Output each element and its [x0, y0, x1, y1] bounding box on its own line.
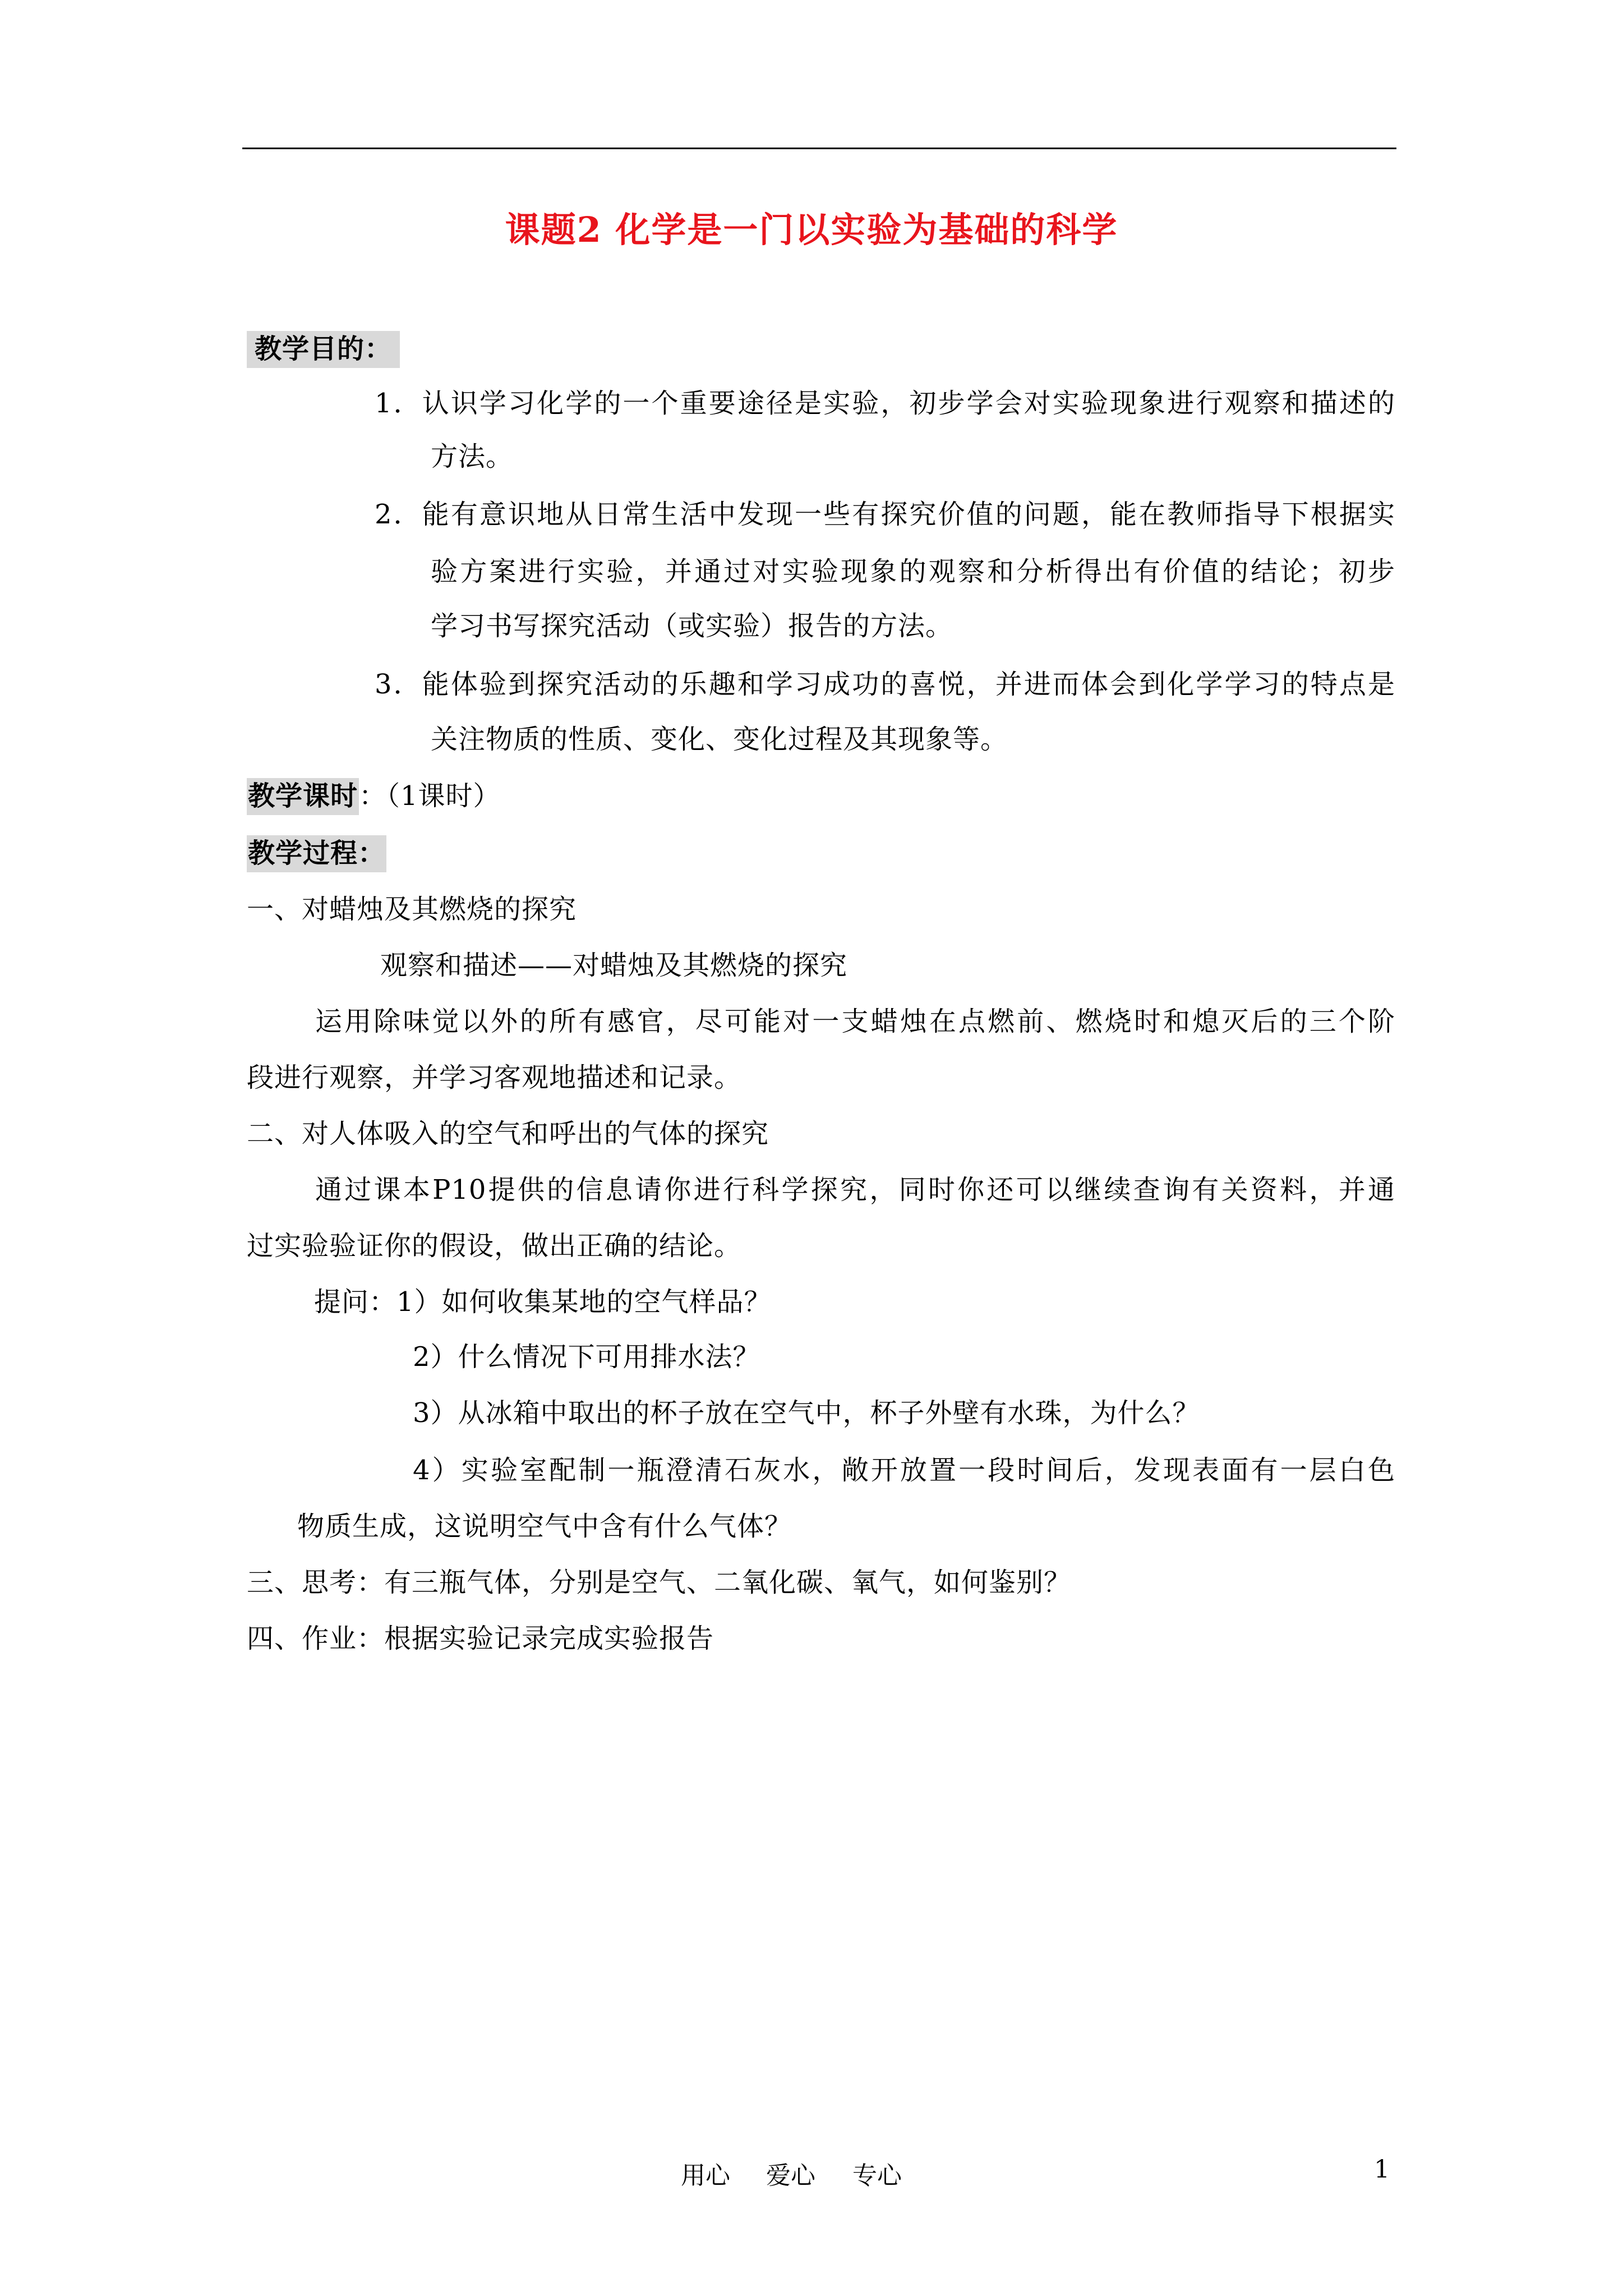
question-1: 提问：1）如何收集某地的空气样品？	[314, 1286, 772, 1318]
section-2-heading: 二、对人体吸入的空气和呼出的气体的探究	[247, 1118, 769, 1149]
footer-motto-3: 专心	[852, 2161, 902, 2190]
question-4-line-1: 4）实验室配制一瓶澄清石灰水，敞开放置一段时间后，发现表面有一层白色	[413, 1455, 1395, 1486]
question-3: 3）从冰箱中取出的杯子放在空气中，杯子外壁有水珠，为什么？	[413, 1397, 1200, 1429]
objective-3-line-2: 关注物质的性质、变化、变化过程及其现象等。	[431, 724, 1008, 755]
objective-2-line-3: 学习书写探究活动（或实验）报告的方法。	[431, 610, 953, 642]
objectives-heading-label: 教学目的：	[247, 331, 400, 368]
section-1-subheading: 观察和描述——对蜡烛及其燃烧的探究	[380, 950, 848, 981]
process-heading-label: 教学过程：	[247, 835, 386, 872]
document-title: 课题2 化学是一门以实验为基础的科学	[505, 209, 1118, 250]
process-heading	[247, 840, 386, 867]
section-4: 四、作业：根据实验记录完成实验报告	[247, 1623, 714, 1654]
objective-3-line-1: 3．能体验到探究活动的乐趣和学习成功的喜悦，并进而体会到化学学习的特点是	[375, 669, 1395, 700]
page-number: 1	[1374, 2155, 1390, 2184]
objective-1-line-1: 1．认识学习化学的一个重要途径是实验，初步学会对实验现象进行观察和描述的	[375, 388, 1395, 419]
question-4-line-2: 物质生成，这说明空气中含有什么气体？	[297, 1511, 792, 1542]
footer-motto-1: 用心	[681, 2161, 730, 2190]
objective-2-line-2: 验方案进行实验，并通过对实验现象的观察和分析得出有价值的结论；初步	[431, 556, 1395, 587]
section-2-paragraph-line-1: 通过课本P10提供的信息请你进行科学探究，同时你还可以继续查询有关资料，并通	[315, 1174, 1395, 1205]
footer-motto-2: 爱心	[766, 2161, 815, 2190]
teaching-hours-label: 教学课时	[247, 778, 359, 815]
objectives-heading	[247, 333, 400, 365]
teaching-hours	[247, 780, 501, 812]
section-3: 三、思考：有三瓶气体，分别是空气、二氧化碳、氧气，如何鉴别？	[247, 1567, 1072, 1598]
section-1-paragraph-line-1: 运用除味觉以外的所有感官，尽可能对一支蜡烛在点燃前、燃烧时和熄灭后的三个阶	[315, 1006, 1395, 1037]
question-2: 2）什么情况下可用排水法？	[413, 1341, 760, 1373]
header-rule	[242, 148, 1396, 149]
section-1-paragraph-line-2: 段进行观察，并学习客观地描述和记录。	[247, 1062, 742, 1093]
section-1-heading: 一、对蜡烛及其燃烧的探究	[247, 894, 577, 925]
teaching-hours-value: ：（1课时）	[359, 780, 501, 812]
objective-2-line-1: 2．能有意识地从日常生活中发现一些有探究价值的问题，能在教师指导下根据实	[375, 499, 1395, 530]
objective-1-line-2: 方法。	[431, 441, 514, 472]
section-2-paragraph-line-2: 过实验验证你的假设，做出正确的结论。	[247, 1230, 742, 1262]
